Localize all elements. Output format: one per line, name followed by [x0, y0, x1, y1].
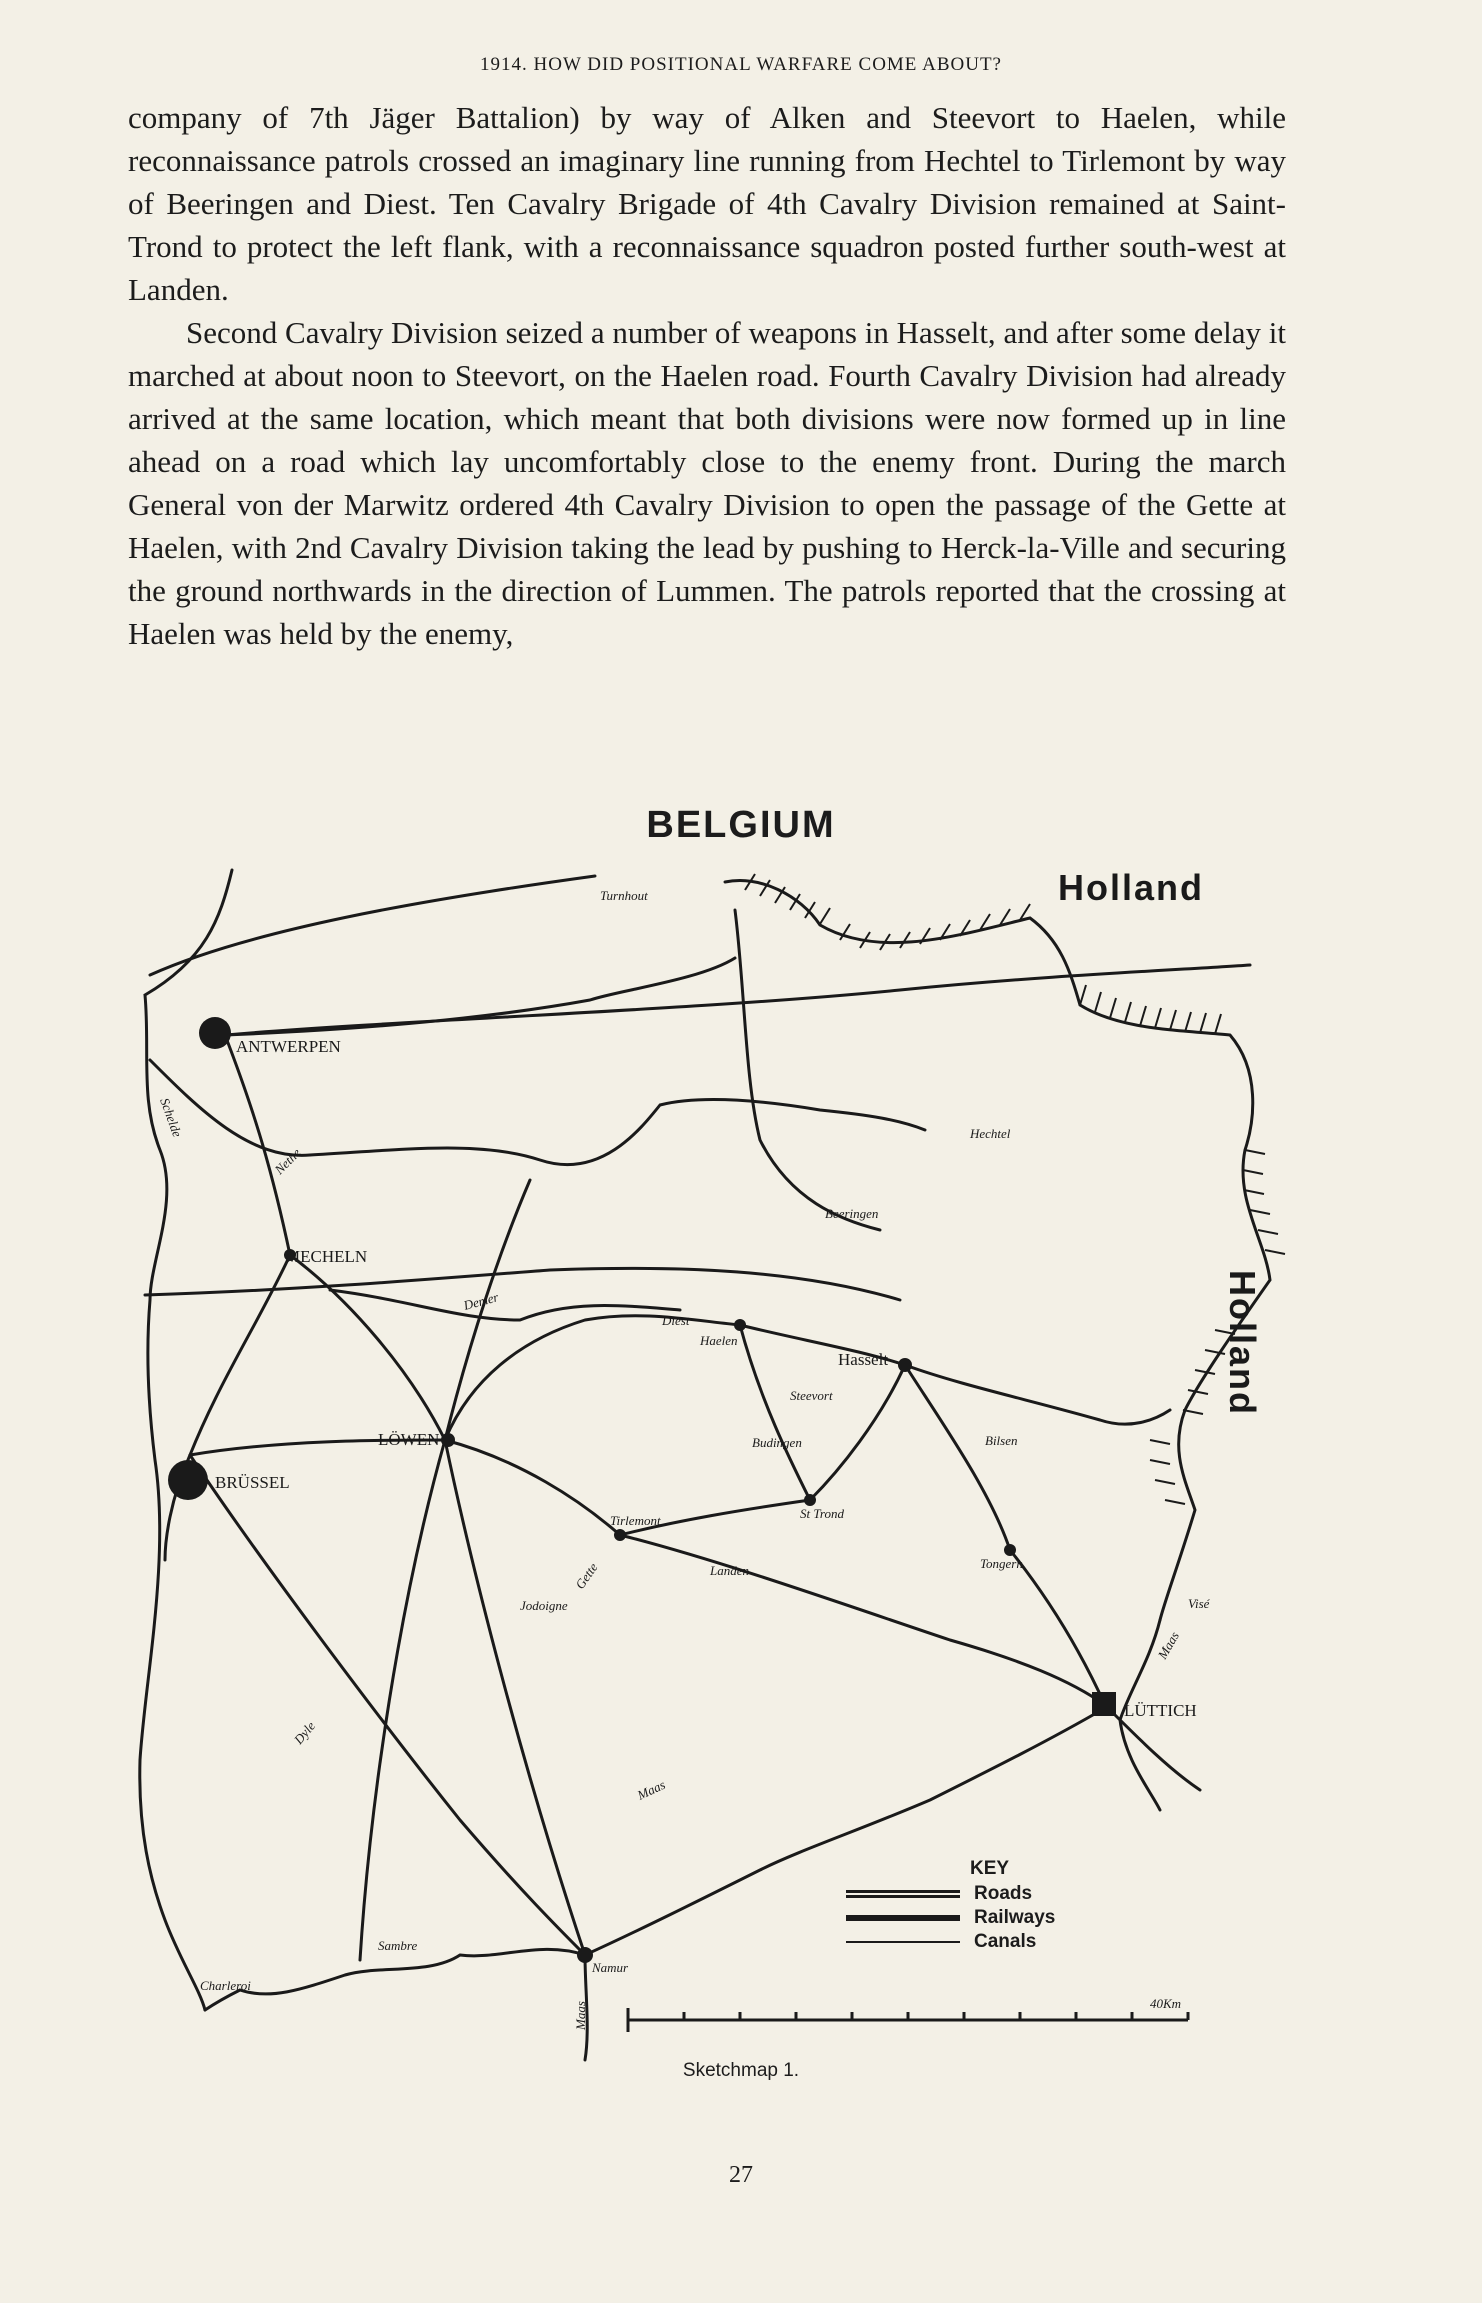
river-north-south: [735, 910, 880, 1230]
label-lowen: LÖWEN: [378, 1430, 440, 1449]
page-number: 27: [729, 2162, 753, 2188]
label-antwerpen: ANTWERPEN: [236, 1037, 341, 1056]
road-hasselt-sttrond: [810, 1365, 905, 1500]
scale-bar: [628, 2008, 1188, 2032]
city-marker-sttrond: [804, 1494, 816, 1506]
road-lowen-tirlemont: [445, 1440, 620, 1535]
road-lowen-namur: [445, 1440, 585, 1955]
paragraph: company of 7th Jäger Battalion) by way of Alken and Steevort to Haelen, while reconnaissance patrols crossed an imaginary line running from Hechtel to Tirlemont by way of Beeringen and Diest. Ten Cavalry Brigade of 4th Cavalry Division remained at Saint-Trond to protect the left flank, with a reconnaissance squadron posted further south-west at Landen.: [128, 100, 1286, 307]
label-brussel: BRÜSSEL: [215, 1473, 290, 1492]
canal-symbol: [846, 1941, 960, 1943]
road-lowen-north: [445, 1180, 530, 1440]
city-marker-diest: [734, 1319, 746, 1331]
label-tirlemont: Tirlemont: [610, 1513, 661, 1528]
road-mecheln-brussel: [190, 1255, 290, 1455]
road-hasselt-east: [905, 1365, 1170, 1424]
city-marker-tongern: [1004, 1544, 1016, 1556]
map-key: [846, 1858, 1146, 1954]
label-sambre: Sambre: [378, 1938, 418, 1953]
label-landen: Landen: [710, 1563, 749, 1578]
label-holland-top: Holland: [1058, 867, 1204, 908]
label-maas-south: Maas: [634, 1776, 668, 1803]
label-holland-right: Holland: [1222, 1270, 1263, 1416]
label-steevort: Steevort: [790, 1388, 833, 1403]
road-antwerp-north-east: [225, 965, 1250, 1035]
city-marker-namur: [577, 1947, 593, 1963]
key-label-roads: Roads: [974, 1883, 1033, 1904]
label-jodoigne: Jodoigne: [520, 1598, 568, 1613]
label-gette: Gette: [572, 1560, 601, 1592]
label-hasselt: Hasselt: [838, 1350, 889, 1369]
city-marker-luttich: [1092, 1692, 1116, 1716]
running-header: 1914. HOW DID POSITIONAL WARFARE COME ABOUT?: [480, 54, 1002, 75]
railway-symbol: [846, 1915, 960, 1921]
road-tongern-luttich: [1010, 1550, 1105, 1705]
road-diest-sttrond: [740, 1325, 810, 1500]
road-lowen-bottom: [360, 1440, 445, 1960]
city-marker-antwerpen: [199, 1017, 231, 1049]
key-title: KEY: [970, 1858, 1010, 1879]
label-nethe: Nethe: [271, 1145, 304, 1178]
key-label-canals: Canals: [974, 1931, 1037, 1952]
road-antwerp-turnhout: [225, 958, 735, 1035]
label-charleroi: Charleroi: [200, 1978, 251, 1993]
key-label-railways: Railways: [974, 1907, 1056, 1928]
city-marker-tirlemont: [614, 1529, 626, 1541]
key-row-railways: [846, 1906, 1146, 1930]
label-diest: Diest: [662, 1313, 690, 1328]
city-marker-lowen: [441, 1433, 455, 1447]
map-title: BELGIUM: [646, 804, 836, 846]
canal-turnhout: [150, 876, 595, 975]
label-turnhout: Turnhout: [600, 888, 648, 903]
city-marker-hasselt: [898, 1358, 912, 1372]
road-tirlemont-luttich: [620, 1535, 1105, 1705]
road-lowen-diest: [445, 1316, 740, 1440]
label-demer: Demer: [461, 1289, 500, 1313]
road-mecheln-east: [145, 1268, 900, 1300]
road-symbol: [846, 1890, 960, 1898]
city-marker-brussel: [168, 1460, 208, 1500]
label-hechtel: Hechtel: [970, 1126, 1011, 1141]
label-sttrond: St Trond: [800, 1506, 844, 1521]
label-mecheln: MECHELN: [285, 1247, 368, 1266]
label-bilsen: Bilsen: [985, 1433, 1018, 1448]
map-caption: Sketchmap 1.: [682, 2060, 800, 2081]
key-row-canals: [846, 1930, 1146, 1954]
label-budingen: Budingen: [752, 1435, 802, 1450]
label-maas-east: Maas: [1154, 1628, 1183, 1662]
key-row-roads: [846, 1882, 1146, 1906]
label-namur: Namur: [592, 1960, 629, 1975]
label-beeringen: Beeringen: [825, 1206, 879, 1221]
river-sambre: [205, 1949, 585, 2010]
label-vise: Visé: [1188, 1596, 1210, 1611]
label-tongern: Tongern: [980, 1556, 1023, 1571]
label-maas-namur: Maas: [573, 2001, 588, 2030]
label-luttich: LÜTTICH: [1124, 1701, 1197, 1720]
label-dyle: Dyle: [290, 1718, 319, 1747]
label-schelde: Schelde: [157, 1095, 186, 1140]
river-nethe: [310, 1100, 925, 1165]
scale-label-end: 40Km: [1150, 1996, 1182, 2011]
paragraph: Second Cavalry Division seized a number of weapons in Hasselt, and after some delay it marched at about noon to Steevort, on the Haelen road. Fourth Cavalry Division had already arrived at the same location, which meant that both divisions were now formed up in line ahead on a road which lay uncomfortably close to the enemy front. During the march General von der Marwitz ordered 4th Cavalry Division to open the passage of the Gette at Haelen, with 2nd Cavalry Division taking the lead by pushing to Herck-la-Ville and securing the ground northwards in the direction of Lummen. The patrols reported that the crossing at Haelen was held by the enemy,: [128, 315, 1286, 651]
label-haelen: Haelen: [700, 1333, 738, 1348]
